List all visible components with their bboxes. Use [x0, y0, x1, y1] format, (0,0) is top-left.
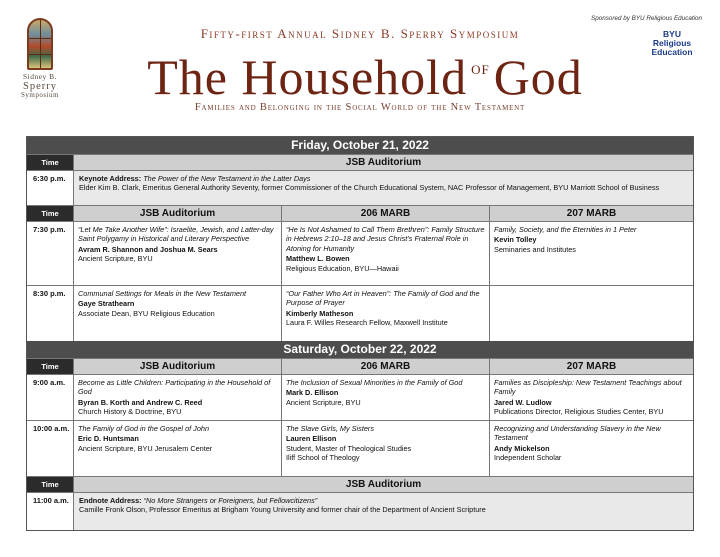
friday-keynote-room-row — [27, 154, 693, 170]
time-header: Time — [27, 477, 74, 492]
logo-line3: Symposium — [21, 90, 59, 99]
speaker-name: Mark D. Ellison — [286, 388, 339, 398]
keynote-title: The Power of the New Testament in the Latter Days — [143, 174, 311, 183]
time-cell: 8:30 p.m. — [27, 286, 74, 341]
session-cell — [74, 286, 282, 341]
room-header: JSB Auditorium — [74, 206, 282, 221]
talk-title: The Family of God in the Gospel of John — [78, 424, 210, 433]
room-header: JSB Auditorium — [345, 157, 422, 168]
main-title-of: of — [471, 58, 490, 79]
session-row — [27, 285, 693, 341]
session-cell — [490, 222, 693, 285]
sponsor-text: Sponsored by BYU Religious Education — [591, 15, 702, 22]
saturday-rooms-row — [27, 358, 693, 374]
session-cell — [490, 421, 693, 476]
speaker-affiliation: Ancient Scripture, BYU Jerusalem Center — [78, 443, 213, 453]
speaker-affiliation-line2: Iliff School of Theology — [286, 453, 360, 463]
session-cell — [282, 286, 490, 341]
speaker-name: Lauren Ellison — [286, 434, 337, 444]
logo-line2: Sperry — [23, 80, 57, 92]
schedule-table — [26, 136, 694, 531]
stained-glass-window-icon — [27, 18, 53, 70]
friday-day-header: Friday, October 21, 2022 — [27, 137, 693, 154]
talk-title: “Our Father Who Art in Heaven”: The Family of God and the Purpose of Prayer — [286, 289, 480, 308]
room-header: JSB Auditorium — [345, 479, 422, 490]
talk-title: Families as Discipleship: New Testament Teachings about Family — [494, 378, 682, 397]
main-title — [60, 49, 670, 105]
friday-rooms-row — [27, 205, 693, 221]
session-cell — [282, 375, 490, 420]
speaker-affiliation: Ancient Scripture, BYU — [78, 254, 153, 264]
endnote-label: Endnote Address: — [79, 496, 142, 505]
speaker-name: Kimberly Matheson — [286, 308, 354, 318]
session-cell — [282, 222, 490, 285]
session-cell — [282, 421, 490, 476]
room-header: 206 MARB — [282, 206, 490, 221]
endnote-speaker: Camille Fronk Olson, Professor Emeritus at Brigham Young University and former chair of the Department of Ancient Scripture — [79, 505, 486, 515]
saturday-endnote-room-row — [27, 476, 693, 492]
main-title-part1: The Household — [147, 49, 468, 105]
session-cell — [74, 222, 282, 285]
saturday-day-header: Saturday, October 22, 2022 — [27, 341, 693, 358]
speaker-affiliation: Ancient Scripture, BYU — [286, 397, 361, 407]
speaker-name: Jared W. Ludlow — [494, 397, 552, 407]
session-row — [27, 221, 693, 285]
time-cell: 11:00 a.m. — [27, 493, 74, 530]
speaker-affiliation: Independent Scholar — [494, 453, 562, 463]
sponsor-logo-line1: BYU — [663, 29, 681, 39]
time-cell: 10:00 a.m. — [27, 421, 74, 476]
speaker-name: Gaye Strathearn — [78, 299, 135, 309]
talk-title: The Inclusion of Sexual Minorities in the Family of God — [286, 378, 463, 387]
speaker-affiliation: Associate Dean, BYU Religious Education — [78, 308, 215, 318]
talk-title: Family, Society, and the Eternities in 1 Peter — [494, 225, 637, 234]
room-header: JSB Auditorium — [74, 359, 282, 374]
session-row — [27, 420, 693, 476]
time-header: Time — [27, 155, 74, 170]
room-header: 207 MARB — [566, 208, 617, 219]
session-cell — [74, 375, 282, 420]
time-cell: 7:30 p.m. — [27, 222, 74, 285]
session-cell — [490, 375, 693, 420]
session-cell — [74, 421, 282, 476]
speaker-affiliation: Seminaries and Institutes — [494, 244, 576, 254]
friday-keynote-row — [27, 170, 693, 205]
time-cell: 6:30 p.m. — [27, 171, 74, 205]
room-header: 206 MARB — [282, 359, 490, 374]
talk-title: Recognizing and Understanding Slavery in the New Testament — [494, 424, 661, 443]
keynote-speaker: Elder Kim B. Clark, Emeritus General Authority Seventy, former Commissioner of the Church Educational System, NAC Professor of Management, BYU Marriott School of Business — [79, 183, 660, 193]
speaker-name: Avram R. Shannon and Joshua M. Sears — [78, 244, 218, 254]
time-header: Time — [27, 359, 74, 374]
saturday-endnote-row — [27, 492, 693, 530]
time-cell: 9:00 a.m. — [27, 375, 74, 420]
speaker-affiliation: Laura F. Willes Research Fellow, Maxwell Institute — [286, 318, 448, 328]
speaker-affiliation: Publications Director, Religious Studies Center, BYU — [494, 407, 664, 417]
speaker-name: Andy Mickelson — [494, 443, 550, 453]
sponsor-logo-line3: Education — [651, 46, 693, 57]
speaker-name: Eric D. Huntsman — [78, 434, 139, 444]
time-header: Time — [27, 206, 74, 221]
symposium-title: Fifty-first Annual Sidney B. Sperry Symposium — [200, 26, 520, 41]
speaker-affiliation: Church History & Doctrine, BYU — [78, 407, 182, 417]
talk-title: Communal Settings for Meals in the New Testament — [78, 289, 247, 298]
room-header: 207 MARB — [566, 361, 617, 372]
endnote-cell — [74, 493, 693, 530]
session-cell-empty — [490, 286, 693, 341]
talk-title: The Slave Girls, My Sisters — [286, 424, 374, 433]
sperry-symposium-logo — [14, 14, 66, 99]
logo-line1: Sidney B. — [22, 72, 58, 81]
keynote-label: Keynote Address: — [79, 174, 142, 183]
speaker-name: Matthew L. Bowen — [286, 254, 350, 264]
talk-title: Become as Little Children: Participating in the Household of God — [78, 378, 271, 397]
speaker-affiliation: Student, Master of Theological Studies — [286, 443, 412, 453]
main-title-part2: God — [493, 49, 583, 105]
speaker-affiliation: Religious Education, BYU—Hawaii — [286, 263, 399, 273]
speaker-name: Kevin Tolley — [494, 235, 537, 245]
endnote-title: “No More Strangers or Foreigners, but Fellowcitizens” — [143, 496, 318, 505]
talk-title: “Let Me Take Another Wife”: Israelite, Jewish, and Latter-day Saint Polygamy in Historical and Literary Perspective — [78, 225, 274, 244]
talk-title: “He Is Not Ashamed to Call Them Brethren”: Family Structure in Hebrews 2:10–18 and Jesus Christ’s Fraternal Role in Atoning for Humanity — [286, 225, 485, 253]
session-row — [27, 374, 693, 420]
keynote-cell — [74, 171, 693, 205]
subtitle: Families and Belonging in the Social World of the New Testament — [194, 102, 526, 113]
sponsor-logo-line2: Religious — [652, 37, 692, 48]
speaker-name: Byran B. Korth and Andrew C. Reed — [78, 397, 203, 407]
